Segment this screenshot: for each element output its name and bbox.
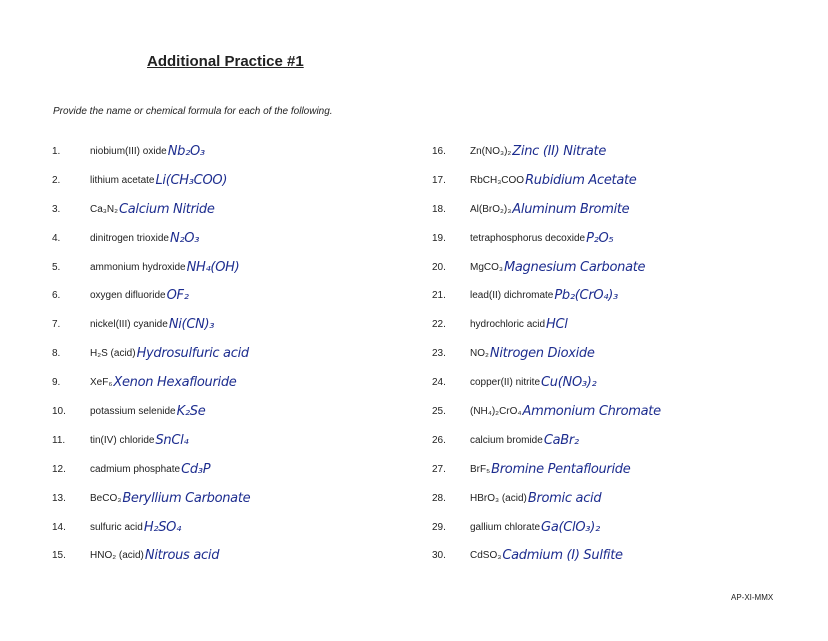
question-item [432, 195, 812, 224]
question-item [52, 426, 412, 455]
handwritten-answer: Pb₂(CrO₄)₃ [554, 288, 618, 304]
question-item [432, 397, 812, 426]
question-text: nickel(III) cyanide [90, 319, 168, 331]
handwritten-answer: Xenon Hexaflouride [113, 375, 237, 391]
handwritten-answer: Aluminum Bromite [512, 201, 630, 217]
question-item [432, 339, 812, 368]
handwritten-answer: Hydrosulfuric acid [136, 346, 249, 362]
question-item [432, 166, 812, 195]
question-item [432, 253, 812, 282]
question-text: copper(II) nitrite [470, 377, 541, 389]
question-number: 8. [52, 348, 61, 360]
question-text: (NH₄)₂CrO₄ [470, 405, 522, 417]
question-item [52, 339, 412, 368]
question-text: Al(BrO₂)₃ [470, 203, 512, 215]
question-item [432, 310, 812, 339]
question-number: 15. [52, 550, 66, 562]
question-number: 28. [432, 492, 446, 504]
question-number: 11. [52, 434, 66, 446]
question-text: hydrochloric acid [470, 319, 546, 331]
question-item [432, 426, 812, 455]
question-number: 20. [432, 261, 446, 273]
question-item [52, 541, 412, 570]
handwritten-answer: NH₄(OH) [186, 259, 240, 275]
handwritten-answer: CaBr₂ [543, 432, 579, 448]
handwritten-answer: Zinc (II) Nitrate [512, 143, 607, 159]
question-text: tin(IV) chloride [90, 434, 155, 446]
question-item [52, 368, 412, 397]
question-number: 12. [52, 463, 66, 475]
question-item [52, 224, 412, 253]
handwritten-answer: OF₂ [166, 288, 189, 304]
handwritten-answer: Cadmium (I) Sulfite [502, 548, 623, 564]
question-number: 1. [52, 145, 61, 157]
question-number: 2. [52, 174, 61, 186]
question-number: 17. [432, 174, 446, 186]
question-number: 25. [432, 405, 446, 417]
question-text: HNO₂ (acid) [90, 550, 144, 562]
question-text: BrF₅ [470, 463, 491, 475]
question-text: sulfuric acid [90, 521, 143, 533]
question-number: 29. [432, 521, 446, 533]
question-item [432, 224, 812, 253]
question-item [52, 310, 412, 339]
question-text: Zn(NO₃)₂ [470, 145, 512, 157]
question-text: BeCO₃ [90, 492, 122, 504]
question-text: CdSO₃ [470, 550, 502, 562]
question-item [432, 368, 812, 397]
question-text: MgCO₃ [470, 261, 503, 273]
question-number: 26. [432, 434, 446, 446]
question-item [52, 253, 412, 282]
question-item [52, 484, 412, 513]
handwritten-answer: H₂SO₄ [143, 519, 181, 535]
question-number: 16. [432, 145, 446, 157]
footer-code: AP-XI-MMX [731, 593, 774, 602]
handwritten-answer: Li(CH₃COO) [155, 172, 228, 188]
question-item [52, 281, 412, 310]
handwritten-answer: SnCl₄ [155, 432, 189, 448]
question-item [52, 513, 412, 542]
question-number: 6. [52, 290, 61, 302]
question-number: 7. [52, 319, 61, 331]
question-number: 3. [52, 203, 61, 215]
question-number: 27. [432, 463, 446, 475]
question-text: niobium(III) oxide [90, 145, 167, 157]
handwritten-answer: K₂Se [176, 403, 206, 419]
question-item [432, 281, 812, 310]
question-item [432, 484, 812, 513]
question-item [52, 455, 412, 484]
question-text: cadmium phosphate [90, 463, 181, 475]
question-text: lithium acetate [90, 174, 155, 186]
handwritten-answer: Ni(CN)₃ [168, 317, 215, 333]
question-text: oxygen difluoride [90, 290, 166, 302]
handwritten-answer: HCl [546, 317, 568, 333]
question-text: tetraphosphorus decoxide [470, 232, 586, 244]
handwritten-answer: Bromic acid [527, 490, 602, 506]
question-number: 18. [432, 203, 446, 215]
page-title: Additional Practice #1 [147, 53, 304, 70]
question-item [52, 166, 412, 195]
question-text: NO₂ [470, 348, 489, 360]
handwritten-answer: Nb₂O₃ [167, 143, 205, 159]
handwritten-answer: Nitrogen Dioxide [489, 346, 595, 362]
question-number: 10. [52, 405, 66, 417]
question-text: H₂S (acid) [90, 348, 136, 360]
question-text: dinitrogen trioxide [90, 232, 169, 244]
question-number: 24. [432, 377, 446, 389]
question-number: 14. [52, 521, 66, 533]
question-number: 21. [432, 290, 446, 302]
left-column [52, 137, 412, 570]
question-number: 13. [52, 492, 66, 504]
instructions: Provide the name or chemical formula for each of the following. [53, 106, 333, 117]
question-number: 23. [432, 348, 446, 360]
question-number: 30. [432, 550, 446, 562]
question-item [52, 397, 412, 426]
question-text: HBrO₃ (acid) [470, 492, 527, 504]
handwritten-answer: Calcium Nitride [118, 201, 215, 217]
handwritten-answer: N₂O₃ [169, 230, 200, 246]
question-text: lead(II) dichromate [470, 290, 554, 302]
handwritten-answer: Ga(ClO₃)₂ [541, 519, 600, 535]
right-column [432, 137, 812, 570]
question-text: calcium bromide [470, 434, 543, 446]
handwritten-answer: Bromine Pentaflouride [491, 461, 631, 477]
question-item [432, 513, 812, 542]
question-item [52, 195, 412, 224]
question-item [432, 455, 812, 484]
handwritten-answer: Cu(NO₃)₂ [541, 375, 597, 391]
handwritten-answer: Ammonium Chromate [522, 403, 661, 419]
question-text: Ca₃N₂ [90, 203, 118, 215]
question-number: 5. [52, 261, 61, 273]
handwritten-answer: P₂O₅ [586, 230, 614, 246]
question-text: RbCH₃COO [470, 174, 525, 186]
question-number: 4. [52, 232, 61, 244]
handwritten-answer: Rubidium Acetate [525, 172, 637, 188]
handwritten-answer: Cd₃P [181, 461, 211, 477]
question-item [432, 541, 812, 570]
handwritten-answer: Beryllium Carbonate [122, 490, 251, 506]
question-number: 19. [432, 232, 446, 244]
question-item [432, 137, 812, 166]
question-text: gallium chlorate [470, 521, 541, 533]
handwritten-answer: Nitrous acid [144, 548, 220, 564]
question-number: 22. [432, 319, 446, 331]
question-number: 9. [52, 377, 61, 389]
question-text: XeF₆ [90, 377, 113, 389]
question-item [52, 137, 412, 166]
handwritten-answer: Magnesium Carbonate [503, 259, 646, 275]
question-text: potassium selenide [90, 405, 176, 417]
question-text: ammonium hydroxide [90, 261, 186, 273]
